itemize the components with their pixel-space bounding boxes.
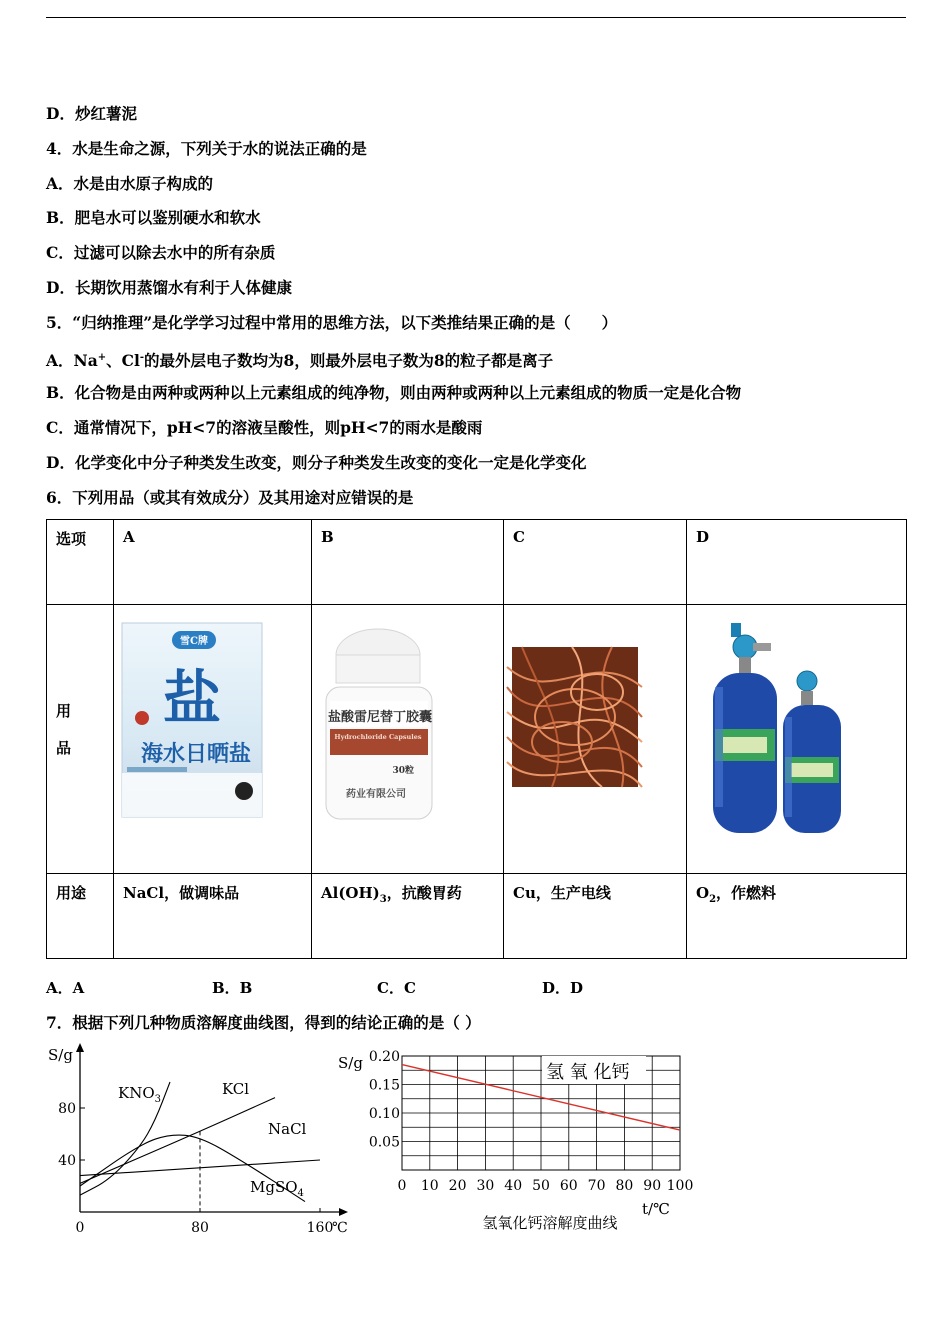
q4-option-b: B．肥皂水可以鉴别硬水和软水 xyxy=(46,208,261,227)
header-rule xyxy=(46,17,906,18)
header-a: A xyxy=(114,520,312,605)
header-d: D xyxy=(687,520,907,605)
drug-label-name: 盐酸雷尼替丁胶囊 xyxy=(327,710,433,725)
q6-answer-c[interactable]: C．C xyxy=(377,979,416,997)
drug-label-sub: Hydrochloride Capsules xyxy=(334,733,422,741)
salt-big-char: 盐 xyxy=(162,664,222,732)
c2-ytick-0.15: 0.15 xyxy=(368,1077,400,1094)
c1-ytick-80: 80 xyxy=(58,1101,76,1117)
q5-option-d: D．化学变化中分子种类发生改变，则分子种类发生改变的变化一定是化学变化 xyxy=(46,453,587,472)
salt-cell xyxy=(114,605,312,874)
c2-ytick-0.20: 0.20 xyxy=(368,1049,400,1065)
row-label-char1: 用 xyxy=(56,702,72,720)
c2-xtick-0: 0 xyxy=(397,1178,407,1194)
solubility-chart-2 xyxy=(330,1040,710,1240)
c1-label-MgSO4: MgSO$_4$ xyxy=(250,1178,304,1199)
c1-series-KCl xyxy=(80,1098,275,1184)
c2-xtick-100: 100 xyxy=(666,1178,694,1194)
c1-y-arrow xyxy=(76,1043,84,1052)
q6-answer-a[interactable]: A．A xyxy=(46,979,85,997)
options-table xyxy=(46,519,907,959)
salt-package-image xyxy=(122,623,262,817)
q7-stem: 7．根据下列几种物质溶解度曲线图，得到的结论正确的是（ ） xyxy=(46,1013,481,1032)
c2-xtick-90: 90 xyxy=(643,1178,662,1194)
usage-a: NaCl，做调味品 xyxy=(114,874,312,959)
c2-ytick-0.05: 0.05 xyxy=(368,1134,400,1151)
c2-xlabel: t/℃ xyxy=(642,1200,670,1218)
usage-label: 用途 xyxy=(47,874,114,959)
usage-b: $Al(OH)_3$，抗酸胃药 xyxy=(312,874,504,959)
copper-wire-image xyxy=(512,647,638,787)
c1-label-NaCl: NaCl xyxy=(268,1120,307,1138)
q4-option-d: D．长期饮用蒸馏水有利于人体健康 xyxy=(46,278,292,297)
salt-brand-text: 雪C牌 xyxy=(180,636,208,647)
header-option: 选项 xyxy=(47,520,114,605)
c2-title: 氢氧化钙溶解度曲线 xyxy=(482,1214,618,1232)
c1-ylabel: S/g xyxy=(48,1046,73,1064)
c2-xtick-20: 20 xyxy=(448,1178,467,1194)
salt-product-name: 海水日晒盐 xyxy=(140,741,252,767)
c1-ytick-40: 40 xyxy=(58,1153,76,1169)
oxygen-cell xyxy=(687,605,907,874)
c1-xlabel: ℃ xyxy=(332,1220,348,1236)
q5-option-a: A．Na+、Cl-的最外层电子数均为8，则最外层电子数为8的粒子都是离子 xyxy=(46,351,554,371)
q3-option-d: D．炒红薯泥 xyxy=(46,104,137,123)
q5-option-c: C．通常情况下，pH<7的溶液呈酸性，则pH<7的雨水是酸雨 xyxy=(46,418,483,437)
drug-cell xyxy=(312,605,504,874)
q4-stem: 4．水是生命之源，下列关于水的说法正确的是 xyxy=(46,139,367,158)
solubility-chart-1 xyxy=(40,1040,348,1240)
oxygen-cylinder-image xyxy=(701,617,851,837)
q5-option-b: B．化合物是由两种或两种以上元素组成的纯净物，则由两种或两种以上元素组成的物质一定是化合物 xyxy=(46,383,742,402)
drug-label-count: 30粒 xyxy=(392,766,414,776)
c2-xtick-70: 70 xyxy=(587,1178,606,1194)
q6-answer-b[interactable]: B．B xyxy=(212,979,253,997)
row-label-char2: 品 xyxy=(56,739,72,757)
q4-option-c: C．过滤可以除去水中的所有杂质 xyxy=(46,243,276,262)
usage-d: $O_2$，作燃料 xyxy=(687,874,907,959)
copper-cell xyxy=(504,605,687,874)
c2-legend: 氢 氧 化钙 xyxy=(546,1062,630,1083)
c1-xtick-80: 80 xyxy=(191,1220,209,1236)
row-label-product xyxy=(47,605,114,874)
drug-bottle-image xyxy=(320,625,440,825)
header-c: C xyxy=(504,520,687,605)
drug-label-company: 药业有限公司 xyxy=(346,789,406,800)
c2-xtick-50: 50 xyxy=(532,1178,550,1194)
c1-xtick-0: 0 xyxy=(75,1220,85,1236)
c1-label-KNO3: $KNO_3$ xyxy=(118,1084,162,1105)
c2-xtick-60: 60 xyxy=(559,1178,578,1194)
q6-stem: 6．下列用品（或其有效成分）及其用途对应错误的是 xyxy=(46,488,414,507)
usage-c: Cu，生产电线 xyxy=(504,874,687,959)
c2-xtick-80: 80 xyxy=(615,1178,634,1194)
q4-option-a: A．水是由水原子构成的 xyxy=(46,174,214,193)
q6-answer-d[interactable]: D．D xyxy=(542,979,584,997)
cylinder-small xyxy=(783,671,841,833)
header-b: B xyxy=(312,520,504,605)
c2-ytick-0.10: 0.10 xyxy=(368,1106,400,1122)
c1-xtick-160: 160 xyxy=(306,1220,334,1236)
c2-xtick-30: 30 xyxy=(476,1178,495,1194)
q5-stem: 5．“归纳推理”是化学学习过程中常用的思维方法，以下类推结果正确的是（ ） xyxy=(46,313,618,332)
c2-xtick-40: 40 xyxy=(504,1178,523,1194)
c2-ylabel: S/g xyxy=(338,1054,363,1072)
c1-label-KCl: KCl xyxy=(222,1080,250,1098)
cylinder-large xyxy=(713,623,777,833)
c2-xtick-10: 10 xyxy=(420,1178,439,1194)
